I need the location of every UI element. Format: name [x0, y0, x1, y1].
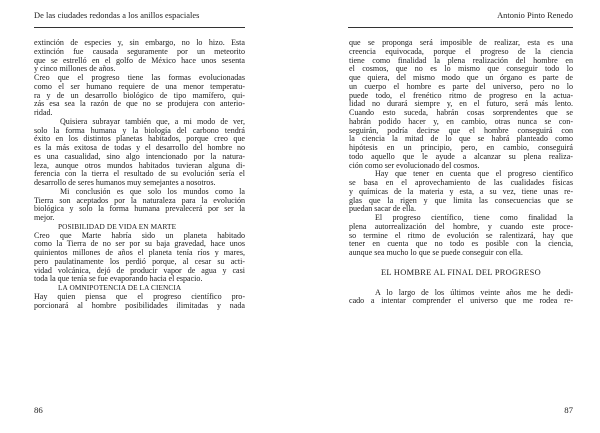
page-body [349, 39, 573, 306]
running-head: Antonio Pinto Renedo [497, 11, 573, 20]
text-line: es la más exitosa de todas y el desarrollo del hombre no [34, 144, 245, 152]
header-rule [348, 27, 573, 28]
text-line: Quisiera subrayar también que, a mi modo de ver, [60, 117, 245, 126]
text-line: aunque sea mucho lo que se puede conseguir con ella. [349, 249, 523, 257]
text-line: la ciencia la mitad de lo que se habrá planteado como [349, 135, 573, 144]
text-line: ra y de un desarrollo biológico de tipo mamífero, qui- [34, 91, 245, 100]
text-line: ridad. [34, 109, 53, 117]
text-line: como el ser humano requiere de una menor temperatu- [34, 82, 245, 91]
text-line: Tierra son aceptados por la naturaleza para la evolución [34, 196, 245, 205]
text-line: toda la que tenía se fue evaporando hacia el espacio. [34, 275, 203, 284]
text-line: hipótesis en un principio, pero, en cambio, conseguirá [349, 144, 573, 152]
text-line: puedan sacar de ella. [349, 205, 417, 214]
text-line: Cuando esto suceda, habrán cosas sorprendentes que se [349, 109, 573, 117]
text-line: que quiera, del mismo modo que un órgano es parte de [349, 74, 573, 82]
text-line: solo la forma humana y la biología del carbono tendrá [34, 126, 245, 135]
section-heading: LA OMNIPOTENCIA DE LA CIENCIA [58, 284, 182, 292]
text-line: so termine el ritmo de evolución se ralentizará, hay que [349, 231, 573, 240]
text-line: todo aquello que le ayude a alcanzar su plena realiza- [349, 152, 573, 161]
text-line: vidad volcánica, dejó de producir vapor de agua y casi [34, 266, 245, 275]
text-line: el cosmos, que no es lo mismo que conseguir todo lo [349, 65, 573, 74]
blank-line [349, 258, 573, 269]
text-line: Hay que tener en cuenta que el progreso científico [375, 170, 573, 179]
page-number: 86 [34, 405, 43, 415]
text-line: pero paulatinamente los perdió porque, al cesar su acti- [34, 257, 245, 266]
text-line: se basa en el aprovechamiento de las cualidades físicas [349, 179, 573, 187]
section-heading: POSIBILIDAD DE VIDA EN MARTE [58, 222, 177, 231]
text-line: quinientos millones de años el planeta tenía ríos y mares, [34, 249, 245, 257]
text-line: zás esa sea la razón de que no se produjera con anterio- [34, 100, 245, 109]
text-line: A lo largo de los últimos veinte años me he dedi- [375, 288, 573, 297]
text-line: extinción fue causada seguramente por un meteorito [34, 47, 245, 56]
text-line: cado a intentar comprender el universo que me rodea re- [349, 297, 573, 306]
text-line: habrán podido hacer y, en cambio, otras nunca se con- [349, 117, 573, 126]
text-line: porcionará al hombre posibilidades ilimitadas y nada [34, 301, 245, 310]
text-line: y químicas de la materia y esta, a su vez, tiene unas re- [349, 187, 573, 196]
text-line: leza, aunque otros mundos habitados tuvieran alguna di- [34, 161, 245, 170]
text-line: creencia equivocada, porque el progreso de la ciencia [349, 47, 573, 56]
text-line: glas que la rigen y que limita las consecuencias que se [349, 196, 573, 205]
text-line: un cuerpo el hombre es parte del universo, pero no lo [349, 82, 573, 91]
page-body [34, 39, 245, 310]
text-line: y cinco millones de años. [34, 65, 116, 74]
chapter-title: EL HOMBRE AL FINAL DEL PROGRESO [381, 268, 541, 277]
text-line: plena autorrealización del hombre, y cuando este proce- [349, 222, 573, 231]
text-line: ferencia con la tierra el resultado de su evolución sería el [34, 170, 245, 179]
text-line: Mi conclusión es que solo los mundos como la [60, 187, 245, 196]
blank-line [349, 278, 573, 289]
text-line: lidad no durará siempre y, en el futuro, será más lento. [349, 100, 573, 109]
text-line: Creo que el progreso tiene las formas evolucionadas [34, 74, 245, 82]
text-line: desarrollo de seres humanos muy semejantes a nosotros. [34, 179, 216, 187]
text-line: es una casualidad, sino algo intencionado por la natura- [34, 152, 245, 161]
text-line: Creo que Marte habría sido un planeta habitado [34, 231, 245, 240]
text-line: seguirán, podría decirse que el hombre conseguirá con [349, 126, 573, 135]
text-line: que se estrelló en el golfo de México hace unos sesenta [34, 56, 245, 65]
text-line: tener en cuenta que no todo es posible con la ciencia, [349, 240, 573, 249]
header-rule [34, 27, 245, 28]
text-line: que se proponga será imposible de realizar, esta es una [349, 39, 573, 47]
running-head: De las ciudades redondas a los anillos espaciales [34, 11, 200, 20]
text-line: Hay quien piensa que el progreso científico pro- [34, 292, 245, 301]
text-line: extinción de especies y, sin embargo, no lo hizo. Esta [34, 39, 245, 47]
text-line: éxito en los distintos planetas habitados, porque creo que [34, 135, 245, 144]
right-page [300, 0, 600, 433]
text-line: ción como ser evolucionado del cosmos. [349, 161, 480, 170]
text-line: como la Tierra de no ser por su baja gravedad, hace unos [34, 240, 245, 249]
text-line: mejor. [34, 214, 55, 222]
page-number: 87 [564, 405, 573, 415]
text-line: El progreso científico, tiene como finalidad la [375, 214, 573, 222]
text-line: biológica y solo la forma humana prevalecerá por ser la [34, 205, 245, 214]
text-line: tiene como finalidad la plena realización del hombre en [349, 56, 573, 65]
text-line: puede todo, el frenético ritmo de progreso en la actua- [349, 91, 573, 100]
